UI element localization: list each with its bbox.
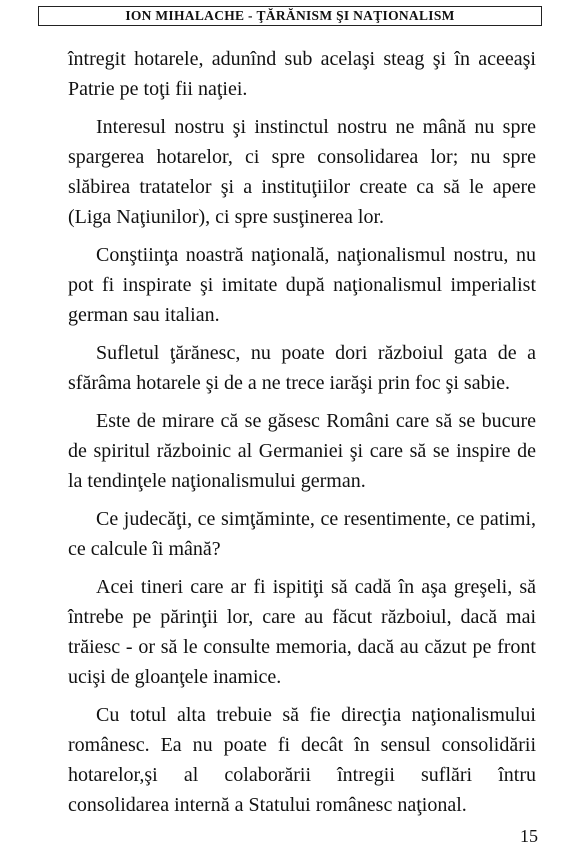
paragraph-interest: Interesul nostru şi instinctul nostru ne mână nu spre spargerea hotarelor, ci spre consolidarea lor; nu spre slăbirea tratatelor şi a instituţiilor create ca să le apere (Liga Naţiunilor), ci spre susţinerea lor. [68, 116, 536, 228]
paragraph-continuation: întregit hotarele, adunînd sub acelaşi steag şi în aceeaşi Patrie pe toţi fii naţiei. [68, 48, 536, 100]
paragraph-questions: Ce judecăţi, ce simţăminte, ce resentimente, ce patimi, ce calcule îi mână? [68, 508, 536, 560]
paragraph-national-conscience: Conştiinţa noastră naţională, naţionalismul nostru, nu pot fi inspirate şi imitate după naţionalismul imperialist german sau italian. [68, 244, 536, 326]
running-header [38, 6, 542, 26]
running-header-title: ION MIHALACHE - ŢĂRĂNISM ŞI NAŢIONALISM [125, 8, 455, 23]
paragraph-peasant-soul: Sufletul ţărănesc, nu poate dori războiul gata de a sfărâma hotarele şi de a ne trece iarăşi prin foc şi sabie. [68, 342, 536, 394]
paragraph-romanians-germany: Este de mirare că se găsesc Români care să se bucure de spiritul războinic al Germaniei şi care să se inspire de la tendinţele naţionalismului german. [68, 410, 536, 492]
page-number: 15 [520, 826, 538, 846]
page-body [68, 44, 536, 828]
paragraph-young-people: Acei tineri care ar fi ispitiţi să cadă în aşa greşeli, să întrebe pe părinţii lor, care au făcut războiul, dacă mai trăiesc - or să le consulte memoria, dacă au căzut pe front ucişi de gloanţele inamice. [68, 576, 536, 688]
paragraph-direction: Cu totul alta trebuie să fie direcţia naţionalismului românesc. Ea nu poate fi decât în sensul consolidării hotarelor,şi al colaborării întregii suflări întru consolidarea internă a Statului românesc naţional. [68, 704, 536, 816]
